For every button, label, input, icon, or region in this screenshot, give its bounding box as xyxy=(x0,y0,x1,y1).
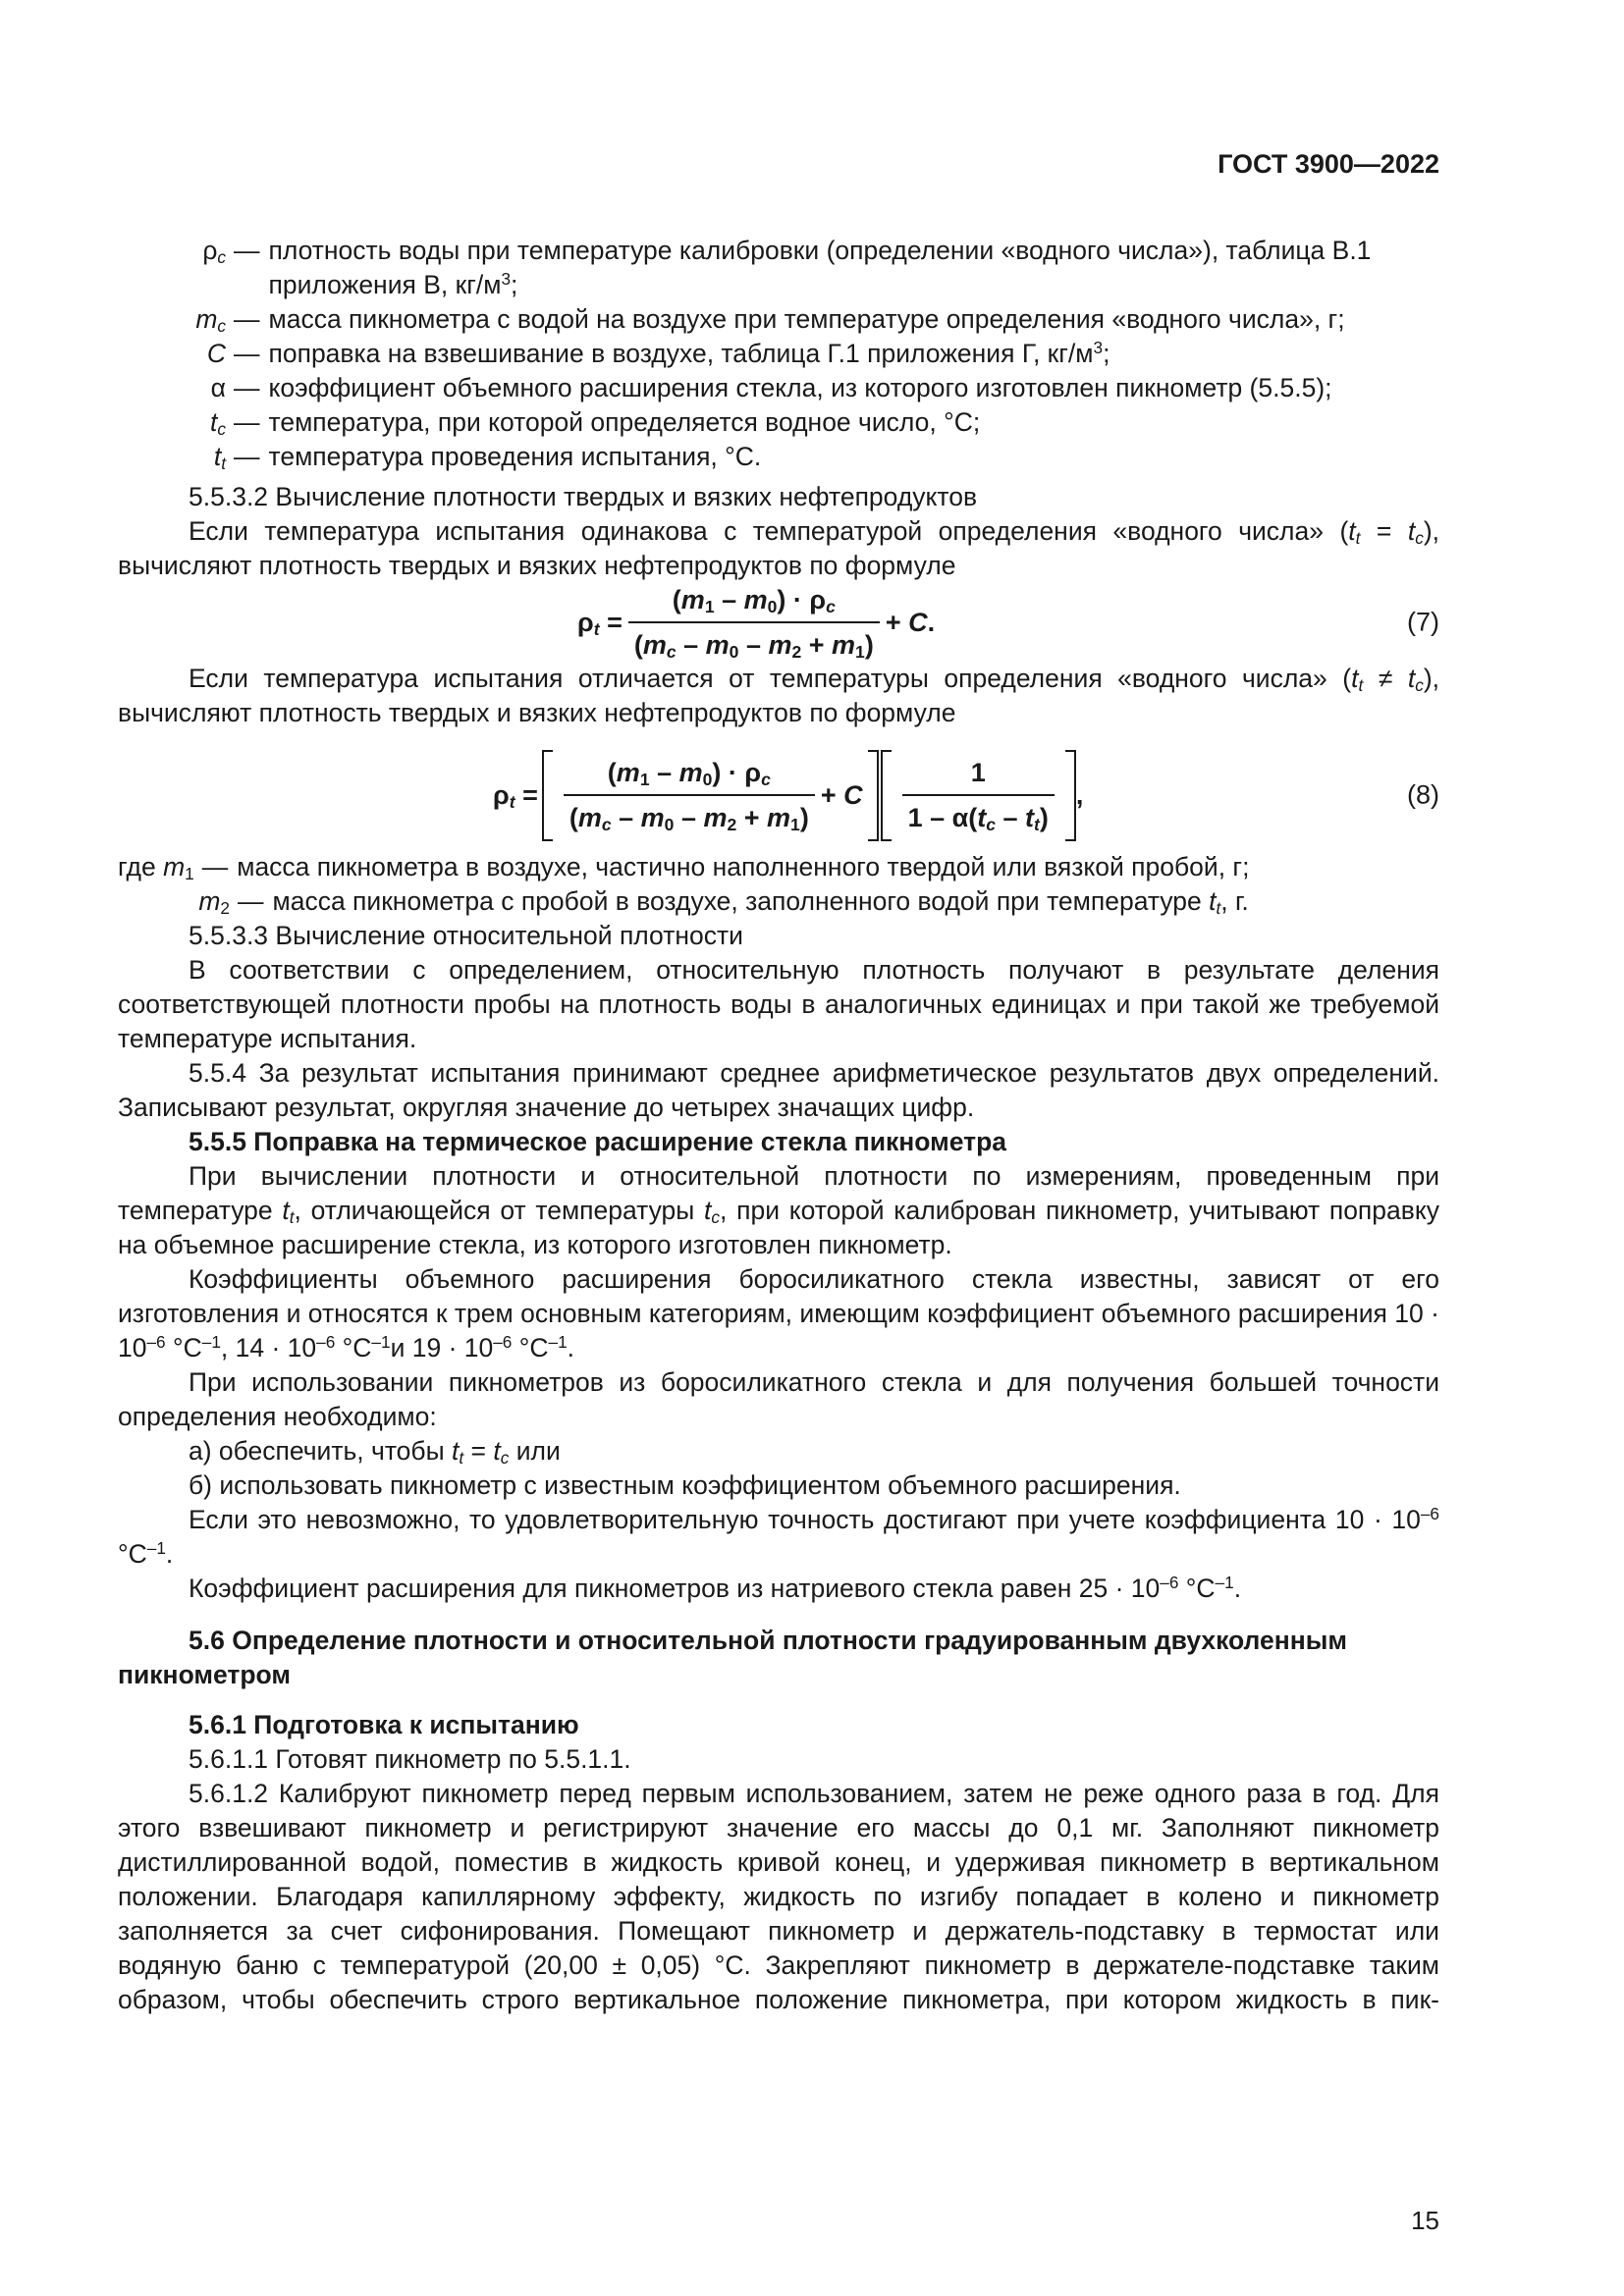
section-5-6-1-title: 5.6.1 Подготовка к испытанию xyxy=(189,1710,579,1739)
formula-7-number: (7) xyxy=(1407,607,1439,637)
where-definitions xyxy=(118,850,1439,919)
formula-8-number: (8) xyxy=(1407,779,1439,810)
section-5-5-3-2-title: 5.5.3.2 Вычисление плотности твердых и вязких нефтепродуктов xyxy=(189,482,978,511)
paragraph-5-6-1-1: 5.6.1.1 Готовят пикнометр по 5.5.1.1. xyxy=(189,1744,631,1774)
list-item-b: б) использовать пикнометр с известным коэффициентом объемного расширения. xyxy=(189,1470,1181,1500)
symbol-definitions xyxy=(118,234,1439,474)
formula-7 xyxy=(118,583,1439,662)
paragraph-sodium-glass: Коэффициент расширения для пикнометров из натриевого стекла равен $25 \cdot 10^{-6}$ $^\circ C^{-1}$. xyxy=(189,1572,1242,1603)
list-item-a: а) обеспечить, чтобы $t_t = t_c$ или xyxy=(189,1436,561,1468)
section-5-5-5-title: 5.5.5 Поправка на термическое расширение стекла пикнометра xyxy=(189,1127,1007,1156)
page-number: 15 xyxy=(1411,2206,1439,2235)
definition-m1: где $m_1$ — масса пикнометра в воздухе, частично наполненного твердой или вязкой пробой, г; xyxy=(118,852,1250,884)
paragraph-relative-density: В соответствии с определением, относительную плотность получают в результате деления соответствующей плотности пробы на плотность воды в аналогичных единицах и при такой же требуемой температуре испытания. xyxy=(118,955,1439,1053)
paragraph-thermal-correction: При вычислении плотности и относительной плотности по измерениям, проведенным при температуре $t_t$, отличающейся от температуры $t_c$, при которой калиброван пикнометр, учитывают поправку на объемное расширение стекла, из которого изготовлен пикнометр. xyxy=(118,1161,1439,1259)
paragraph-precision: При использовании пикнометров из боросиликатного стекла и для получения большей точности определения необходимо: xyxy=(118,1367,1439,1431)
paragraph-5-6-1-2: 5.6.1.2 Калибруют пикнометр перед первым использованием, затем не реже одного раза в год. Для этого взвешивают пикнометр и регистрируют значение его массы до 0,1 мг. Заполняют пикнометр дистиллированной водой, поместив в жидкость кривой конец, и удерживая пикнометр в вертикальном положении. Благодаря капиллярному эффекту, жидкость по изгибу попадает в колено и пикнометр заполняется за счет сифонирования. Помещают пикнометр и держатель-подставку в термостат или водяную баню с температурой (20,00 ± 0,05) °C. Закрепляют пикнометр в держателе-подставке таким образом, чтобы обеспечить строго вертикальное положение пикнометра, при котором жидкость в пик- xyxy=(118,1779,1439,2014)
section-5-5-4: 5.5.4 За результат испытания принимают среднее арифметическое результатов двух определений. Записывают результат, округляя значение до четырех значащих цифр. xyxy=(118,1058,1439,1122)
standard-header: ГОСТ 3900—2022 xyxy=(1218,149,1439,179)
definition-rho-c: $\rho_c$ — плотность воды при температуре калибровки (определении «водного числа»), таблица В.1 приложения В, $кг/м^3$; xyxy=(202,236,1372,299)
paragraph-borosilicate: Коэффициенты объемного расширения боросиликатного стекла известны, зависят от его изготовления и относятся к трем основным категориям, имеющим коэффициент объемного расширения $10 \cdot 10^{-6}$ $^\circ C^{-1}$, $14 \cdot 10^{-6}$ $^\circ C^{-1}и$ $19 \cdot 10^{-6}$ $^\circ C^{-1}$. xyxy=(118,1264,1440,1362)
formula-8-expression: $\rho_t$ = $\frac{(m_1 - m_0) \cdot \rho_c}{(m_c - m_0 - m_2 + m_1)}$ + C $\frac{1}{1 - \alpha(t_c - t_t)}$ , xyxy=(493,740,1083,850)
formula-7-expression: $\rho_t$ = $\frac{(m_1 - m_0) \cdot \rho_c}{(m_c - m_0 - m_2 + m_1)}$ + C. xyxy=(577,584,936,662)
definition-m-c: $m_c$ — масса пикнометра с водой на воздухе при температуре определения «водного числа», г; xyxy=(195,304,1345,337)
section-5-6-title: 5.6 Определение плотности и относительной плотности градуированным двухколенным пикнометром xyxy=(118,1626,1348,1689)
definition-t-c: $t_c$ — температура, при которой определяется водное число, °C; xyxy=(210,407,981,440)
section-5-5-3-3-title: 5.5.3.3 Вычисление относительной плотности xyxy=(189,921,743,950)
definition-t-t: $t_t$ — температура проведения испытания, °C. xyxy=(213,442,762,474)
definition-c: C — поправка на взвешивание в воздухе, таблица Г.1 приложения Г, $кг/м^3$; xyxy=(206,337,1110,368)
definition-m2: $m_2$ — масса пикнометра с пробой в воздухе, заполненного водой при температуре $t_t$, г. xyxy=(198,886,1249,919)
paragraph-coefficient: Если это невозможно, то удовлетворительную точность достигают при учете коэффициента $10 \cdot 10^{-6}$ $^\circ C^{-1}$. xyxy=(118,1503,1439,1569)
formula-8 xyxy=(118,740,1439,850)
paragraph-different-temp: Если температура испытания отличается от температуры определения «водного числа» $(t_t \ne t_c)$, вычисляют плотность твердых и вязких нефтепродуктов по формуле xyxy=(118,664,1439,727)
page-content xyxy=(118,234,1439,2017)
paragraph-equal-temp: Если температура испытания одинакова с температурой определения «водного числа» $(t_t = t_c)$, вычисляют плотность твердых и вязких нефтепродуктов по формуле xyxy=(118,516,1439,580)
definition-alpha: α — коэффициент объемного расширения стекла, из которого изготовлен пикнометр (5.5.5); xyxy=(210,373,1332,402)
